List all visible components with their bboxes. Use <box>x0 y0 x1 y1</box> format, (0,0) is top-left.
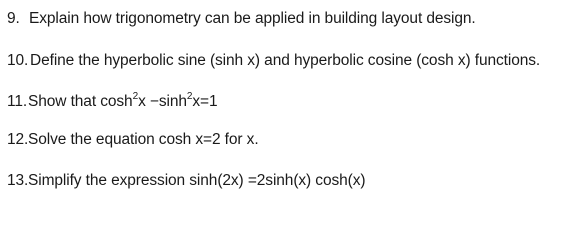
question-number: 13. <box>7 172 29 189</box>
exponent: 2 <box>186 90 193 102</box>
question-text-part: x −sinh <box>138 93 187 110</box>
question-text: Explain how trigonometry can be applied in building layout design. <box>29 10 476 27</box>
question-text: Solve the equation cosh x=2 for x. <box>28 131 259 148</box>
question-text: Define the hyperbolic sine (sinh x) and hyperbolic cosine (cosh x) functions. <box>30 52 541 69</box>
question-text: Simplify the expression sinh(2x) =2sinh(x) cosh(x) <box>28 172 366 189</box>
question-number: 10. <box>7 52 29 69</box>
question-item <box>7 9 476 29</box>
question-text-part: Show that cosh <box>28 93 133 110</box>
question-number: 11. <box>7 93 28 110</box>
exponent: 2 <box>132 90 139 102</box>
question-text-part: x=1 <box>192 93 218 110</box>
question-number: 12. <box>7 131 29 148</box>
question-number: 9. <box>7 10 20 27</box>
question-item <box>7 92 218 112</box>
question-item <box>7 171 365 191</box>
question-item <box>7 51 540 71</box>
question-item <box>7 130 259 150</box>
